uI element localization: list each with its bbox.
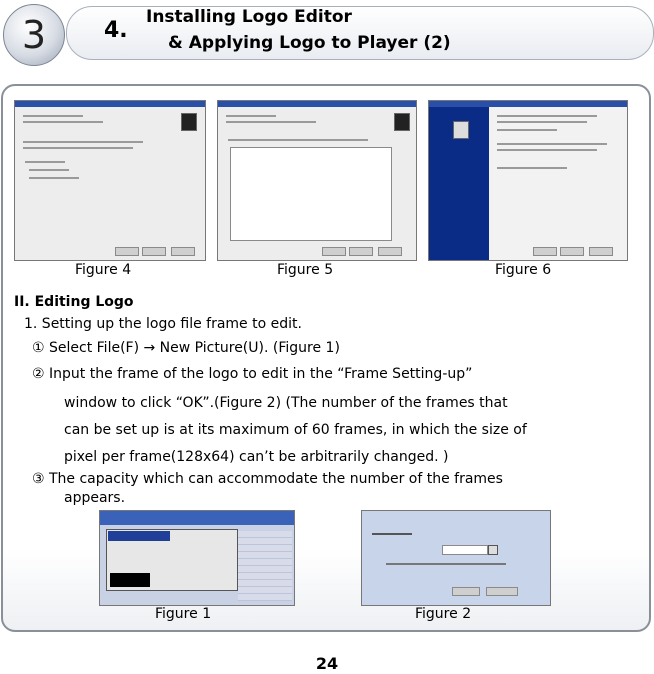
- instruction-3-line-1: ③ The capacity which can accommodate the number of the frames: [32, 471, 503, 487]
- figure-6-caption: Figure 6: [495, 262, 552, 278]
- step-1: 1. Setting up the logo file frame to edit.: [24, 316, 302, 332]
- title-line-2: & Applying Logo to Player (2): [168, 33, 451, 53]
- figure-2-screenshot: [361, 510, 551, 606]
- figure-2-caption: Figure 2: [415, 606, 472, 622]
- chapter-badge: [3, 4, 65, 66]
- section-heading: II. Editing Logo: [14, 294, 134, 310]
- figure-5-screenshot: [217, 100, 417, 261]
- instruction-2-line-1: ② Input the frame of the logo to edit in the “Frame Setting-up”: [32, 366, 473, 382]
- instruction-1: ① Select File(F) → New Picture(U). (Figure 1): [32, 340, 340, 356]
- section-number: 4.: [104, 18, 128, 43]
- figure-4-screenshot: [14, 100, 206, 261]
- figure-1-screenshot: [99, 510, 295, 606]
- instruction-2-line-3: can be set up is at its maximum of 60 frames, in which the size of: [64, 422, 527, 438]
- figure-6-screenshot: [428, 100, 628, 261]
- title-line-1: Installing Logo Editor: [146, 7, 352, 27]
- figure-1-caption: Figure 1: [155, 606, 212, 622]
- chapter-number: 3: [21, 13, 47, 57]
- figure-5-caption: Figure 5: [277, 262, 334, 278]
- instruction-2-line-4: pixel per frame(128x64) can’t be arbitrarily changed. ): [64, 449, 449, 465]
- instruction-3-line-2: appears.: [64, 490, 126, 506]
- instruction-2-line-2: window to click “OK”.(Figure 2) (The number of the frames that: [64, 395, 508, 411]
- page-number: 24: [315, 654, 339, 673]
- figure-4-caption: Figure 4: [75, 262, 132, 278]
